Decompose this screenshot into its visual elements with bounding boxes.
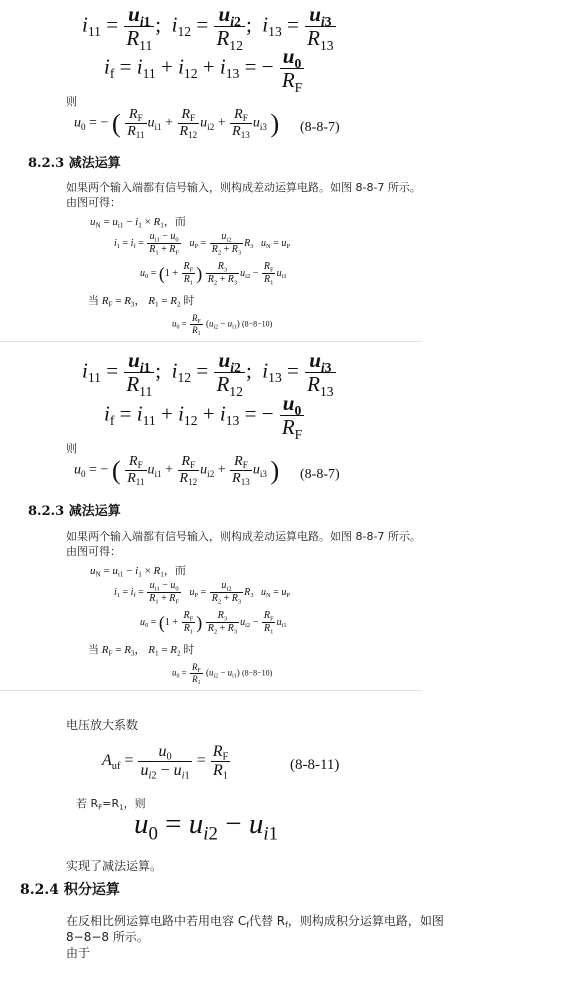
equation-un-2: $u_N = u_{i1} - i_1 \times R_1$，而 — [90, 564, 186, 579]
equation-tag-887-2: (8-8-7) — [300, 467, 340, 482]
section-title-823-1: 8.2.3 减法运算 — [28, 156, 121, 171]
ruo-condition: 若 $R_F=R_1$，则 — [76, 797, 146, 812]
divider-2 — [0, 690, 422, 691]
ze-label-1: 则 — [66, 95, 77, 108]
equation-887-2: $u_0$ = − ( $\frac{R_F}{R_{11}}$ $u_{i1}$ + $\frac{R_F}{R_{12}}$ $u_{i2}$ + $\frac{R_F}{R_{13}}$ $u_{i3}$ ) — [74, 454, 280, 488]
sub-text-line1-1: 如果两个输入端都有信号输入，则构成差动运算电路。如图 8-8-7 所示。 — [66, 181, 421, 194]
dang-condition-2: 当 $R_F = R_3$， $R_1 = R_2$ 时 — [88, 643, 195, 658]
equation-currents-1: $i_{11}$ = $\frac{u_{i1}}{R_{11}}$ ; $i_{12}$ = $\frac{u_{i2}}{R_{12}}$ ; $i_{13}$ = $\frac{u_{i3}}{R_{13}}$ — [82, 2, 334, 53]
er-text: ，而 — [163, 215, 186, 228]
equation-if-1: $i_f = i_{11} + i_{12} + i_{13}$ = − $\frac{u_0}{R_F}$ — [104, 44, 303, 95]
equation-gain: $A_{uf}$ = $\frac{u_0}{u_{i2} - u_{i1}}$ = $\frac{R_F}{R_1}$ — [102, 743, 229, 782]
equation-i1-2: $i_1 = i_f$ = $\frac{u_{i1} - u_0}{R_1 + R_F}$ $u_P$ = $\frac{u_{i2}}{R_2 + R_3}$ $R_3$ $u_N = u_P$ — [114, 580, 290, 606]
sub-text-line2-1: 由图可得： — [66, 196, 121, 209]
integ-line2: 8−8−8 所示。 — [66, 930, 149, 944]
equation-u0-diff-1: $u_0 = (1$ + $\frac{R_F}{R_1}$ ) $\frac{R_3}{R_2 + R_3}$ $u_{i2}$ − $\frac{R_F}{R_1}$ $u_{i1}$ — [140, 261, 287, 287]
section-title-823-2: 8.2.3 减法运算 — [28, 504, 121, 519]
equation-i1-1: $i_1 = i_f$ = $\frac{u_{i1} - u_0}{R_1 + R_F}$ $u_P$ = $\frac{u_{i2}}{R_2 + R_3}$ $R_3$ $u_N = u_P$ — [114, 231, 290, 257]
integ-line3: 由于 — [66, 946, 91, 960]
equation-un-1: $u_N = u_{i1} - i_1 \times R_1$，而 — [90, 215, 186, 230]
equation-u0-diff-2: $u_0 = (1$ + $\frac{R_F}{R_1}$ ) $\frac{R_3}{R_2 + R_3}$ $u_{i2}$ − $\frac{R_F}{R_1}$ $u_{i1}$ — [140, 610, 287, 636]
dang-condition-1: 当 $R_F = R_3$， $R_1 = R_2$ 时 — [88, 294, 195, 309]
sub-text-line2-2: 由图可得： — [66, 545, 121, 558]
sub-text-line1-2: 如果两个输入端都有信号输入，则构成差动运算电路。如图 8-8-7 所示。 — [66, 530, 421, 543]
integ-line1: 在反相比例运算电路中若用电容 $C_f$代替 $R_f$，则构成积分运算电路，如图 — [66, 914, 444, 930]
divider-1 — [0, 341, 422, 342]
ze-label-2: 则 — [66, 442, 77, 455]
equation-887-1: $u_0$ = − ( $\frac{R_F}{R_{11}}$ $u_{i1}$ + $\frac{R_F}{R_{12}}$ $u_{i2}$ + $\frac{R_F}{R_{13}}$ $u_{i3}$ ) — [74, 107, 280, 141]
equation-tag-8810-2: (8−8−10) — [241, 668, 273, 678]
equation-8810-2: $u_0$ = $\frac{R_F}{R_1}$ $(u_{i2} - u_{i1})$ (8−8−10) — [172, 662, 273, 687]
equation-8810-1: $u_0$ = $\frac{R_F}{R_1}$ $(u_{i2} - u_{i1})$ (8−8−10) — [172, 313, 273, 338]
equation-tag-887-1: (8-8-7) — [300, 120, 340, 135]
equation-tag-8810-1: (8−8−10) — [241, 319, 273, 329]
equation-tag-8811: (8-8-11) — [290, 757, 340, 773]
equation-if-2: $i_f = i_{11} + i_{12} + i_{13}$ = − $\frac{u_0}{R_F}$ — [104, 391, 303, 442]
section-title-824: 8.2.4 积分运算 — [20, 882, 120, 898]
shixian-text: 实现了减法运算。 — [66, 859, 163, 873]
equation-currents-2: $i_{11}$ = $\frac{u_{i1}}{R_{11}}$ ; $i_{12}$ = $\frac{u_{i2}}{R_{12}}$ ; $i_{13}$ = $\frac{u_{i3}}{R_{13}}$ — [82, 348, 334, 399]
equation-u0-sub: $u_0 = u_{i2} - u_{i1}$ — [134, 808, 278, 845]
gain-label: 电压放大系数 — [66, 718, 139, 732]
